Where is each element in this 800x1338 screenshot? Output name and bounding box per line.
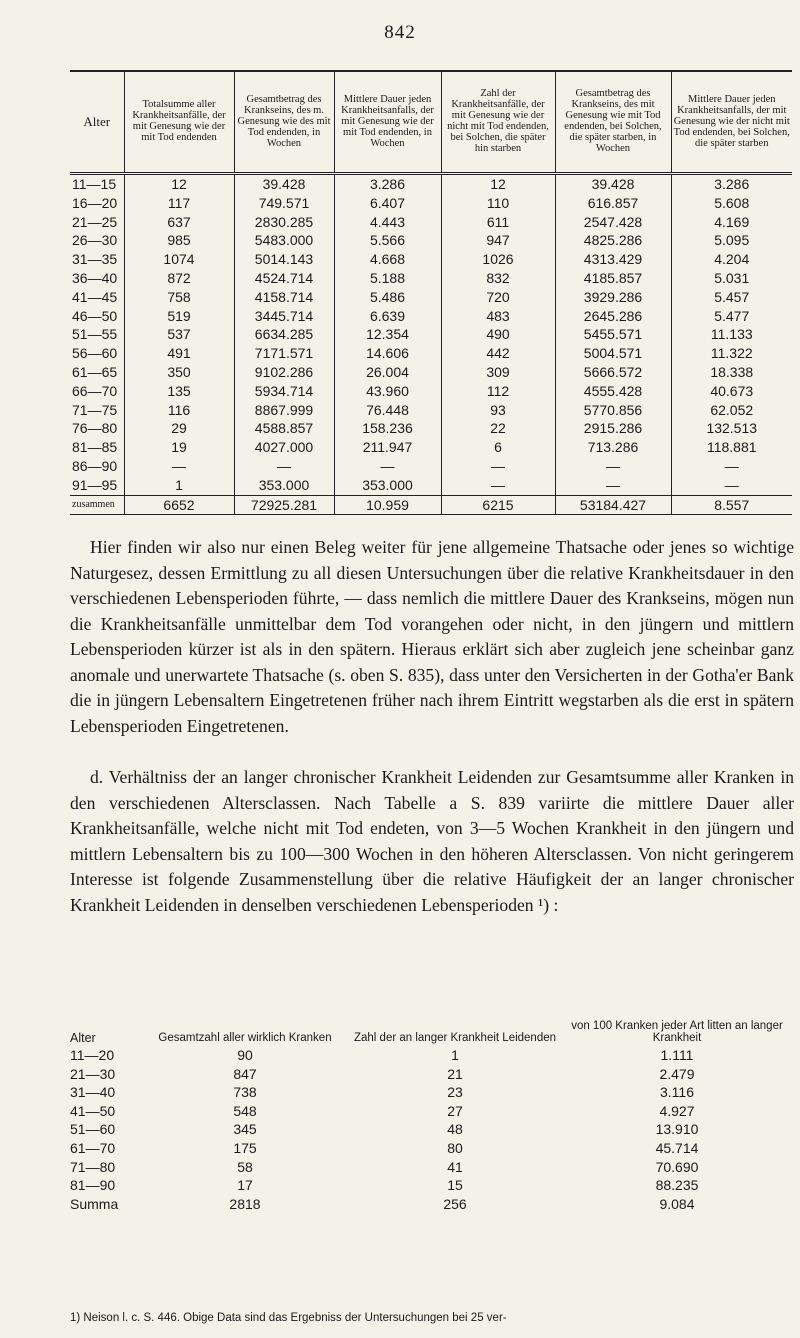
value-cell: 2.479 [659, 1065, 695, 1082]
value-cell: 76.448 [334, 401, 441, 420]
value-cell: 8867.999 [234, 401, 334, 420]
value-cell: 110 [441, 194, 555, 213]
value-cell: 4.927 [659, 1102, 695, 1119]
value-cell: 40.673 [671, 382, 792, 401]
value-cell: 3929.286 [555, 288, 671, 307]
value-cell: — [441, 476, 555, 495]
header-zahl-spaeter-starben: Zahl der Krankheitsanfälle, der mit Genesung wie der nicht mit Tod endenden, bei Solchen, die später hin starben [441, 71, 555, 174]
value-cell: 18.338 [671, 363, 792, 382]
value-cell: 45.714 [655, 1139, 699, 1156]
value-cell: 832 [441, 269, 555, 288]
value-cell: 490 [441, 325, 555, 344]
value-cell: 5.477 [671, 307, 792, 326]
age-cell: 21—30 [70, 1065, 116, 1082]
table-row [70, 213, 792, 232]
value-cell: 17 [237, 1177, 253, 1194]
value-cell: 5014.143 [234, 250, 334, 269]
value-cell: 4158.714 [234, 288, 334, 307]
value-cell: 2547.428 [555, 213, 671, 232]
total-value: 72925.281 [234, 495, 334, 515]
value-cell: 345 [233, 1121, 257, 1138]
table-row [70, 288, 792, 307]
value-cell: 19 [124, 438, 234, 457]
table-row [70, 307, 792, 326]
value-cell: 22 [441, 419, 555, 438]
value-cell: 519 [124, 307, 234, 326]
value-cell: 6 [441, 438, 555, 457]
value-cell: 309 [441, 363, 555, 382]
table-row [70, 1046, 794, 1065]
table-body [70, 1046, 794, 1213]
table-row [70, 476, 792, 495]
table-row [70, 1139, 794, 1158]
header-totalsumme: Totalsumme aller Krankheitsanfälle, der mit Genesung wie der mit Tod endenden [124, 71, 234, 174]
paragraph-thatsache [70, 535, 794, 739]
paragraph-text: d. Verhältniss der an langer chronischer Krankheit Leidenden zur Gesamtsumme aller Kranken in den verschiedenen Altersclassen. Nach Tabelle a S. 839 variirte die mittlere Dauer aller Krankheitsanfälle, welche nicht mit Tod endeten, von 3—5 Wochen Krankheit in den jüngern und mittlern Lebensaltern bis zu 100—300 Wochen in den höheren Altersclassen. Von nicht geringerem Interesse ist folgende Zusammenstellung über die relative Häufigkeit der an langer chronischer Krankheit Leidenden in denselben verschiedenen Lebensperioden ¹) : [70, 767, 794, 915]
value-cell: 4027.000 [234, 438, 334, 457]
value-cell: 537 [124, 325, 234, 344]
value-cell: 3445.714 [234, 307, 334, 326]
value-cell: 39.428 [234, 174, 334, 194]
value-cell: 611 [441, 213, 555, 232]
value-cell: 43.960 [334, 382, 441, 401]
age-cell: 81—90 [70, 1177, 116, 1194]
value-cell: 14.606 [334, 344, 441, 363]
age-cell: 11—20 [70, 1047, 115, 1063]
table-row [70, 344, 792, 363]
total-value: 8.557 [671, 495, 792, 515]
age-cell: 46—50 [72, 307, 118, 324]
paragraph-section-d [70, 765, 794, 918]
header-mittlere-dauer-spaeter: Mittlere Dauer jeden Krankheitsanfalls, der mit Genesung wie der nicht mit Tod endenden, bei Solchen, die später starben [671, 71, 792, 174]
table-row [70, 382, 792, 401]
value-cell: 58 [237, 1158, 253, 1175]
value-cell: 26.004 [334, 363, 441, 382]
page-number: 842 [384, 22, 416, 43]
value-cell: 5.457 [671, 288, 792, 307]
value-cell: 4555.428 [555, 382, 671, 401]
value-cell: 11.133 [671, 325, 792, 344]
table-header-row [70, 1020, 794, 1046]
value-cell: — [555, 457, 671, 476]
value-cell: 4.169 [671, 213, 792, 232]
value-cell: 1.111 [660, 1047, 694, 1063]
value-cell: 211.947 [334, 438, 441, 457]
value-cell: 12 [441, 174, 555, 194]
value-cell: 6.407 [334, 194, 441, 213]
age-cell: 41—45 [72, 288, 118, 305]
value-cell: 5.095 [671, 231, 792, 250]
total-value: 6215 [441, 495, 555, 515]
age-cell: 71—75 [72, 401, 118, 418]
value-cell: 5666.572 [555, 363, 671, 382]
value-cell: 90 [237, 1047, 253, 1063]
table-row [70, 1083, 794, 1102]
value-cell: 847 [233, 1065, 257, 1082]
table-row [70, 1065, 794, 1084]
header-alter: Alter [70, 1031, 96, 1045]
value-cell: 27 [447, 1102, 463, 1119]
value-cell: 350 [124, 363, 234, 382]
age-cell: 51—60 [70, 1121, 116, 1138]
age-cell: 51—55 [72, 326, 118, 343]
age-cell: 61—70 [70, 1139, 116, 1156]
value-cell: 4588.857 [234, 419, 334, 438]
value-cell: 985 [124, 231, 234, 250]
value-cell: 21 [447, 1065, 463, 1082]
table-header-row [70, 71, 792, 174]
value-cell: 872 [124, 269, 234, 288]
age-cell: 91—95 [72, 476, 118, 493]
value-cell: 749.571 [234, 194, 334, 213]
age-cell: 76—80 [72, 420, 118, 437]
value-cell: 13.910 [655, 1121, 699, 1138]
value-cell: 135 [124, 382, 234, 401]
age-cell: 71—80 [70, 1158, 116, 1175]
table-row [70, 419, 792, 438]
value-cell: 175 [233, 1139, 257, 1156]
value-cell: 39.428 [555, 174, 671, 194]
value-cell: — [671, 457, 792, 476]
value-cell: 112 [441, 382, 555, 401]
value-cell: 4.668 [334, 250, 441, 269]
value-cell: 1 [451, 1047, 459, 1063]
value-cell: 2818 [229, 1195, 261, 1212]
value-cell: 713.286 [555, 438, 671, 457]
value-cell: 9102.286 [234, 363, 334, 382]
value-cell: 5.486 [334, 288, 441, 307]
value-cell: 1074 [124, 250, 234, 269]
value-cell: 5455.571 [555, 325, 671, 344]
value-cell: 2915.286 [555, 419, 671, 438]
age-cell: 86—90 [72, 457, 118, 474]
value-cell: 5004.571 [555, 344, 671, 363]
value-cell: 491 [124, 344, 234, 363]
value-cell: 12.354 [334, 325, 441, 344]
value-cell: 1 [124, 476, 234, 495]
value-cell: 548 [233, 1102, 257, 1119]
value-cell: 116 [124, 401, 234, 420]
value-cell: — [124, 457, 234, 476]
age-cell: 16—20 [72, 194, 118, 211]
value-cell: 616.857 [555, 194, 671, 213]
value-cell: — [671, 476, 792, 495]
value-cell: 132.513 [671, 419, 792, 438]
table-row [70, 438, 792, 457]
value-cell: 117 [124, 194, 234, 213]
table-row [70, 401, 792, 420]
age-cell: 66—70 [72, 382, 118, 399]
header-von-100: von 100 Kranken jeder Art litten an langer Krankheit [571, 1020, 783, 1044]
value-cell: 7171.571 [234, 344, 334, 363]
age-cell: 31—35 [72, 251, 118, 268]
header-mittlere-dauer: Mittlere Dauer jeden Krankheitsanfalls, der mit Genesung wie der mit Tod endenden, in Wochen [334, 71, 441, 174]
table-row [70, 457, 792, 476]
table-row [70, 363, 792, 382]
value-cell: 442 [441, 344, 555, 363]
table-row [70, 174, 792, 194]
value-cell: 3.286 [334, 174, 441, 194]
age-cell: 41—50 [70, 1102, 116, 1119]
table-row [70, 250, 792, 269]
value-cell: 353.000 [234, 476, 334, 495]
value-cell: 48 [447, 1121, 463, 1138]
value-cell: — [441, 457, 555, 476]
value-cell: 23 [447, 1084, 463, 1101]
value-cell: — [234, 457, 334, 476]
table-body [70, 174, 792, 515]
value-cell: 70.690 [655, 1158, 699, 1175]
value-cell: 4.443 [334, 213, 441, 232]
age-cell: Summa [70, 1195, 119, 1212]
value-cell: 5934.714 [234, 382, 334, 401]
value-cell: 2645.286 [555, 307, 671, 326]
table-row [70, 325, 792, 344]
value-cell: 5.608 [671, 194, 792, 213]
total-row [70, 495, 792, 515]
value-cell: 3.116 [660, 1084, 694, 1101]
value-cell: 11.322 [671, 344, 792, 363]
value-cell: 3.286 [671, 174, 792, 194]
value-cell: 15 [447, 1177, 463, 1194]
age-cell: 61—65 [72, 363, 118, 380]
value-cell: 4313.429 [555, 250, 671, 269]
value-cell: 637 [124, 213, 234, 232]
age-cell: 36—40 [72, 269, 118, 286]
table-row [70, 269, 792, 288]
value-cell: 5.566 [334, 231, 441, 250]
value-cell: 93 [441, 401, 555, 420]
value-cell: 4185.857 [555, 269, 671, 288]
age-cell: 56—60 [72, 345, 118, 362]
value-cell: 4524.714 [234, 269, 334, 288]
header-gesamtbetrag-spaeter: Gesamtbetrag des Krankseins, des mit Genesung wie mit Tod endenden, bei Solchen, die später starben, in Wochen [555, 71, 671, 174]
header-langer-krankheit: Zahl der an langer Krankheit Leidenden [353, 1032, 557, 1044]
value-cell: 4.204 [671, 250, 792, 269]
value-cell: 5770.856 [555, 401, 671, 420]
value-cell: 4825.286 [555, 231, 671, 250]
value-cell: 720 [441, 288, 555, 307]
table-row [70, 1158, 794, 1177]
table-row [70, 231, 792, 250]
age-cell: 31—40 [70, 1084, 116, 1101]
total-label: zusammen [70, 495, 124, 515]
value-cell: 483 [441, 307, 555, 326]
value-cell: 5.031 [671, 269, 792, 288]
table-row [70, 1102, 794, 1121]
table-row [70, 194, 792, 213]
header-gesamtbetrag: Gesamtbetrag des Krankseins, des m. Genesung wie des mit Tod endenden, in Wochen [234, 71, 334, 174]
table-row [70, 1176, 794, 1195]
value-cell: 88.235 [655, 1177, 699, 1194]
chronic-illness-table [70, 1020, 794, 1213]
disease-duration-table [70, 70, 792, 515]
value-cell: — [334, 457, 441, 476]
table-row [70, 1120, 794, 1139]
value-cell: 158.236 [334, 419, 441, 438]
value-cell: 947 [441, 231, 555, 250]
value-cell: 1026 [441, 250, 555, 269]
value-cell: 353.000 [334, 476, 441, 495]
value-cell: 5483.000 [234, 231, 334, 250]
value-cell: 2830.285 [234, 213, 334, 232]
value-cell: 6634.285 [234, 325, 334, 344]
value-cell: 5.188 [334, 269, 441, 288]
value-cell: 256 [443, 1195, 467, 1212]
header-gesamtzahl: Gesamtzahl aller wirklich Kranken [158, 1032, 332, 1044]
value-cell: 738 [233, 1084, 257, 1101]
value-cell: — [555, 476, 671, 495]
value-cell: 9.084 [659, 1195, 695, 1212]
table-row [70, 1195, 794, 1214]
paragraph-text: Hier finden wir also nur einen Beleg weiter für jene allgemeine Thatsache oder jenes so wichtige Naturgesez, dessen Ermittlung zu all diesen Untersuchungen über die relative Krankheitsdauer in den verschiedenen Lebensperioden führte, — dass nemlich die mittlere Dauer des Krankseins, mögen nun die Krankheitsanfälle unmittelbar dem Tod vorangehen oder nicht, in den jüngern und mittlern Lebensperioden kürzer ist als in den spätern. Hieraus erklärt sich aber zugleich jene scheinbar ganz anomale und unerwartete Thatsache (s. oben S. 835), dass unter den Versicherten in der Gotha'er Bank die in jüngern Lebensaltern Eingetretenen früher nach ihrem Eintritt wegstarben als die erst in spätern Lebensperioden Eingetretenen. [70, 537, 794, 736]
total-value: 10.959 [334, 495, 441, 515]
header-alter: Alter [70, 71, 124, 174]
footnote: 1) Neison l. c. S. 446. Obige Data sind das Ergebniss der Untersuchungen bei 25 ver- [70, 1312, 507, 1324]
total-value: 6652 [124, 495, 234, 515]
value-cell: 118.881 [671, 438, 792, 457]
value-cell: 12 [124, 174, 234, 194]
age-cell: 26—30 [72, 232, 118, 249]
value-cell: 80 [447, 1139, 463, 1156]
age-cell: 11—15 [72, 176, 117, 192]
value-cell: 758 [124, 288, 234, 307]
age-cell: 81—85 [72, 439, 118, 456]
age-cell: 21—25 [72, 213, 118, 230]
value-cell: 62.052 [671, 401, 792, 420]
total-value: 53184.427 [555, 495, 671, 515]
value-cell: 6.639 [334, 307, 441, 326]
value-cell: 29 [124, 419, 234, 438]
value-cell: 41 [447, 1158, 463, 1175]
